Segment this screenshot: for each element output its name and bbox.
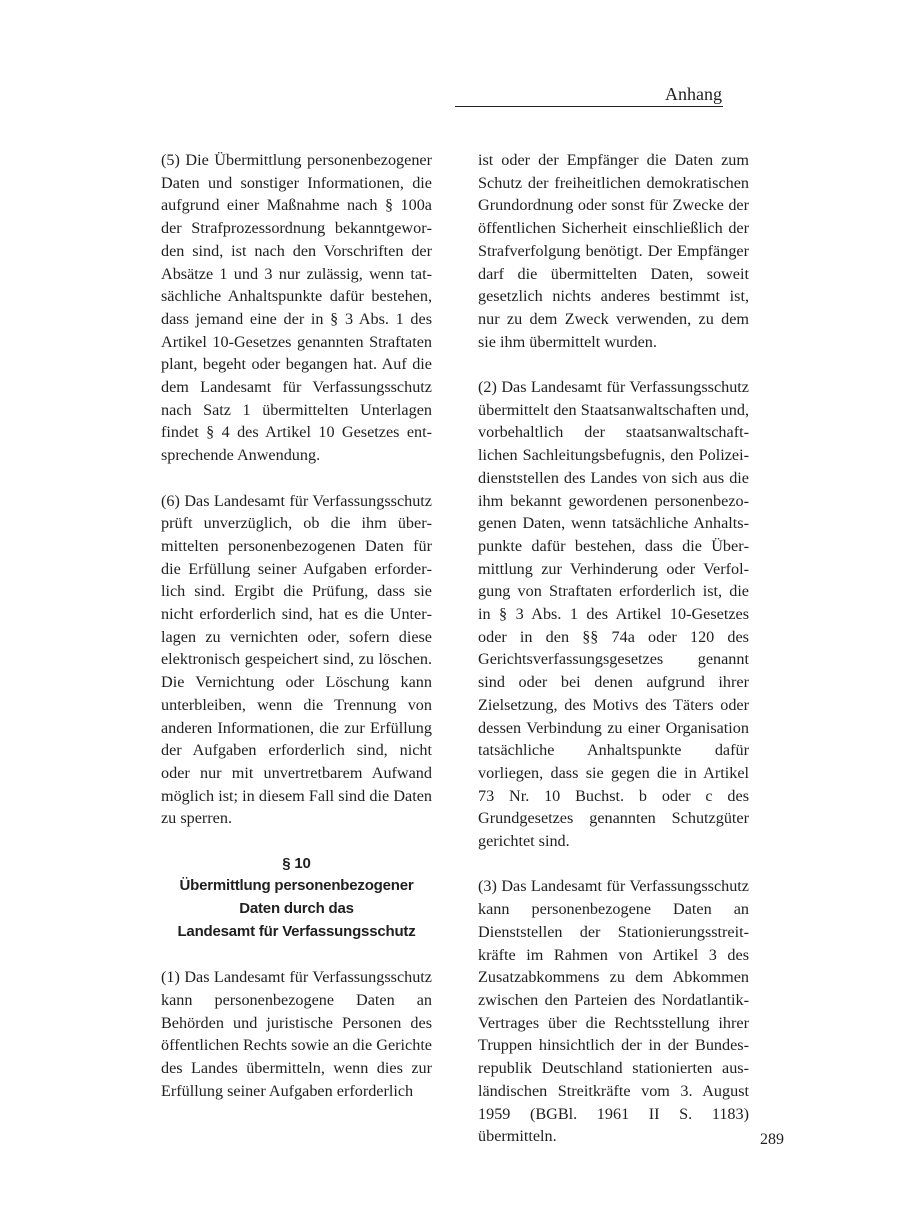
paragraph-3: (3) Das Landesamt für Verfassungsschutz kann personenbezogene Daten an Dienststellen der Stationierungsstreitkräfte im Rahmen von Artikel 3 des Zusatzabkommens zu dem Abkommen zwischen den Parteien des Nordatlantik-Vertrages über die Rechtsstellung ihrer Truppen hinsichtlich der in der Bundesrepublik Deutschland stationierten ausländischen Streitkräfte vom 3. August 1959 (BGBl. 1961 II S. 1183) übermitteln. (478, 877, 749, 1146)
paragraph-1: (1) Das Landesamt für Verfassungsschutz kann personenbezogene Daten an Behörden und juristische Personen des öffentlichen Rechts sowie an die Gerichte des Landes übermitteln, wenn dies zur Erfüllung seiner Aufgaben erforderlich (161, 968, 432, 1100)
section-number: § 10 (282, 854, 311, 872)
left-column (161, 149, 432, 1102)
section-title-line-1: Übermittlung personenbezogener (179, 877, 414, 895)
paragraph-6: (6) Das Landesamt für Verfassungsschutz prüft unverzüglich, ob die ihm übermittelten personenbezogenen Daten für die Erfüllung seiner Aufgaben erforderlich sind. Ergibt die Prüfung, dass sie nicht erforderlich sind, hat es die Unterlagen zu vernichten oder, sofern diese elektronisch gespeichert sind, zu löschen. Die Vernichtung oder Löschung kann unterbleiben, wenn die Trennung von anderen Informationen, die zur Erfüllung der Aufgaben erforderlich sind, nicht oder nur mit unvertretbarem Aufwand möglich ist; in diesem Fall sind die Daten zu sperren. (161, 491, 432, 828)
paragraph-2: (2) Das Landesamt für Verfassungsschutz übermittelt den Staatsanwaltschaften und, vorbehaltlich der staatsanwaltschaftlichen Sachleitungsbefugnis, den Polizeidienststellen des Landes von sich aus die ihm bekannt gewordenen personenbezogenen Daten, wenn tatsächliche Anhaltspunkte dafür bestehen, dass die Übermittlung zur Verhinderung oder Verfolgung von Straftaten erforderlich ist, die in § 3 Abs. 1 des Artikel 10-Gesetzes oder in den §§ 74a oder 120 des Gerichtsverfassungsgesetzes genannt sind oder bei denen aufgrund ihrer Zielsetzung, des Motivs des Täters oder dessen Verbindung zu einer Organisation tatsächliche Anhaltspunkte dafür vorliegen, dass sie gegen die in Artikel 73 Nr. 10 Buchst. b oder c des Grundgesetzes genannten Schutzgüter gerichtet sind. (478, 378, 749, 851)
section-title-line-3: Landesamt für Verfassungsschutz (177, 922, 416, 940)
paragraph-continued: ist oder der Empfänger die Daten zum Schutz der freiheitlichen demokratischen Grundordnung oder sonst für Zwecke der öffentlichen Sicherheit einschließlich der Strafverfolgung benötigt. Der Empfänger darf die übermittelten Daten, soweit gesetzlich nichts anderes bestimmt ist, nur zu dem Zweck verwenden, zu dem sie ihm übermittelt wurden. (478, 151, 749, 351)
header-rule (455, 106, 723, 107)
right-column (478, 149, 749, 1148)
paragraph-5: (5) Die Übermittlung personenbezogener Daten und sonstiger Informationen, die aufgrund einer Maßnahme nach § 100a der Strafprozessordnung bekanntgeworden sind, ist nach den Vorschriften der Absätze 1 und 3 nur zulässig, wenn tatsächliche Anhaltspunkte dafür bestehen, dass jemand eine der in § 3 Abs. 1 des Artikel 10-Gesetzes genannten Straftaten plant, begeht oder begangen hat. Auf die dem Landesamt für Verfassungsschutz nach Satz 1 übermittelten Unterlagen findet § 4 des Artikel 10 Gesetzes entsprechende Anwendung. (161, 151, 432, 465)
page-number: 289 (760, 1131, 784, 1148)
section-heading (161, 853, 432, 944)
running-head: Anhang (665, 84, 722, 104)
section-title-line-2: Daten durch das (239, 900, 354, 918)
